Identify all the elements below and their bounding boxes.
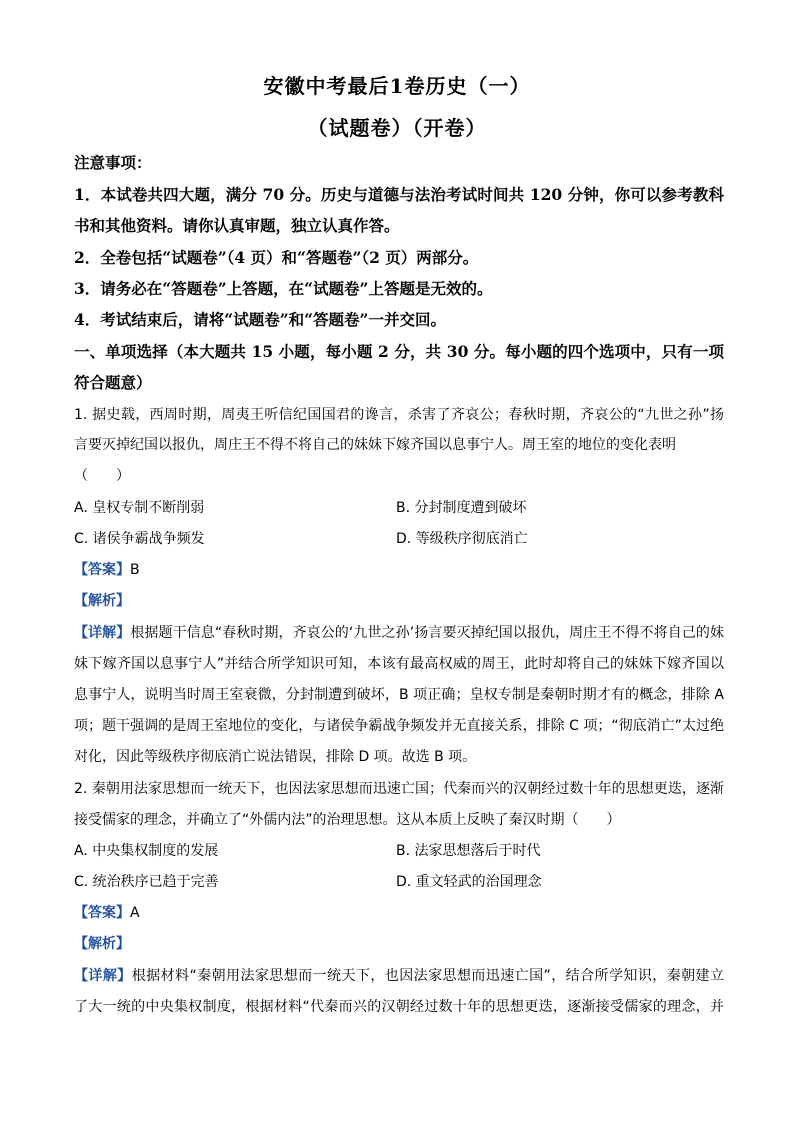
question-2-option-c: C. 统治秩序已趋于完善 [74,874,219,890]
detail-tag: 【详解】 [74,968,132,984]
question-1-detail-line-4: 项；题干强调的是周王室地位的变化，与诸侯争霸战争频发并无直接关系，排除 C 项；“彻底消亡”太过绝 [74,718,724,734]
document-subtitle: （试题卷）（开卷） [307,116,487,140]
question-1-option-b: B. 分封制度遭到破坏 [396,500,527,516]
question-2-detail-line-2: 了大一统的中央集权制度，根据材料“代秦而兴的汉朝经过数十年的思想更迭，逐渐接受儒家的理念，并 [74,999,724,1015]
answer-value: A [130,905,140,921]
detail-tag: 【详解】 [74,625,131,641]
analysis-tag: 【解析】 [74,593,130,609]
analysis-tag: 【解析】 [74,936,130,952]
question-1-option-d: D. 等级秩序彻底消亡 [396,531,528,547]
answer-tag: 【答案】 [74,562,130,578]
question-1-stem: 1. 据史载，西周时期，周夷王听信纪国国君的谗言，杀害了齐哀公；春秋时期，齐哀公的“九世之孙”扬 [74,407,724,423]
question-2-stem: 2. 秦朝用法家思想而一统天下，也因法家思想而迅速亡国；代秦而兴的汉朝经过数十年的思想更迭，逐渐 [74,781,724,797]
question-1-detail-line-5: 对化，因此等级秩序彻底消亡说法错误，排除 D 项。故选 B 项。 [74,749,477,765]
question-1-analysis-tag [74,590,724,610]
answer-value: B [130,562,140,578]
detail-text: 根据材料“秦朝用法家思想而一统天下，也因法家思想而迅速亡国”，结合所学知识，秦朝建立 [131,968,724,984]
question-2-option-b: B. 法家思想落后于时代 [396,843,541,859]
question-2-option-d: D. 重文轻武的治国理念 [396,874,542,890]
question-2-stem-cont: 接受儒家的理念，并确立了“外儒内法”的治理思想。这从本质上反映了秦汉时期（ ） [74,812,621,828]
document-title: 安徽中考最后1卷历史（一） [263,74,531,98]
question-1-answer [74,559,724,579]
question-2-option-a: A. 中央集权制度的发展 [74,843,219,859]
notes-item-2: 2．全卷包括“试题卷”（4 页）和“答题卷”（2 页）两部分。 [74,248,479,267]
notes-heading: 注意事项： [74,153,152,172]
answer-tag: 【答案】 [74,905,130,921]
question-1-detail-line-3: 息事宁人，说明当时周王室衰微，分封制遭到破坏，B 项正确；皇权专制是秦朝时期才有的概念，排除 A [74,687,724,703]
question-1-option-c: C. 诸侯争霸战争频发 [74,531,205,547]
notes-item-1: 1．本试卷共四大题，满分 70 分。历史与道德与法治考试时间共 120 分钟，你可以参考教科 [74,185,724,204]
question-2-answer [74,902,724,922]
question-1-stem-cont: 言要灭掉纪国以报仇，周庄王不得不将自己的妹妹下嫁齐国以息事宁人。周王室的地位的变化表明 [74,437,676,453]
question-1-blank: （ ） [74,468,130,484]
section-heading: 一、单项选择（本大题共 15 小题，每小题 2 分，共 30 分。每小题的四个选项中，只有一项 [74,342,724,361]
question-2-detail [74,965,724,985]
question-1-detail-line-2: 妹下嫁齐国以息事宁人”并结合所学知识可知，本该有最高权威的周王，此时却将自己的妹妹下嫁齐国以 [74,656,724,672]
detail-text: 根据题干信息“春秋时期，齐哀公的‘九世之孙’扬言要灭掉纪国以报仇，周庄王不得不将自己的妹 [130,625,724,641]
notes-item-3: 3．请务必在“答题卷”上答题，在“试题卷”上答题是无效的。 [74,279,493,298]
notes-item-1-cont: 书和其他资料。请你认真审题，独立认真作答。 [74,216,400,235]
notes-item-4: 4．考试结束后，请将“试题卷”和“答题卷”一并交回。 [74,310,446,329]
question-1-option-a: A. 皇权专制不断削弱 [74,500,205,516]
section-heading-cont: 符合题意） [74,373,152,392]
question-1-detail [74,622,724,642]
question-2-analysis-tag [74,933,724,953]
